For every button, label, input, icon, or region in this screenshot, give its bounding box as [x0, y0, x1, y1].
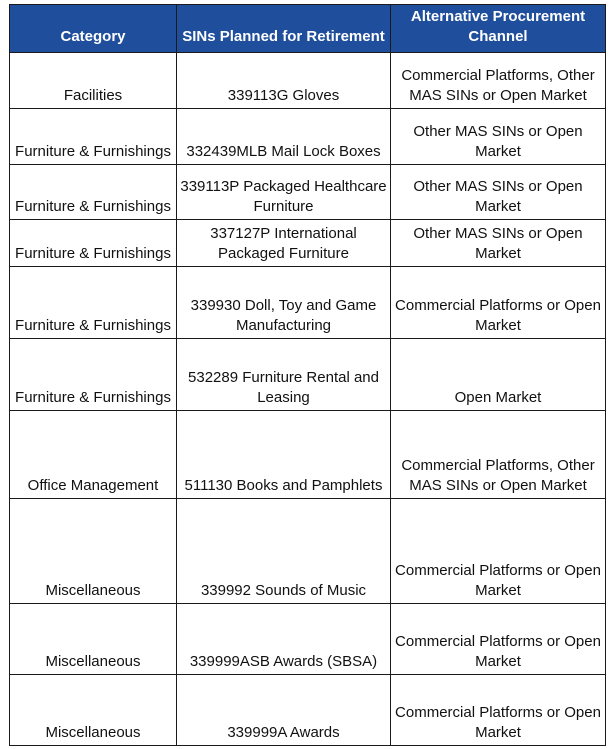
channel-cell: Commercial Platforms or Open Market	[391, 267, 606, 339]
sin-cell: 339999ASB Awards (SBSA)	[177, 604, 391, 675]
sin-cell: 332439MLB Mail Lock Boxes	[177, 109, 391, 165]
category-cell: Furniture & Furnishings	[10, 165, 177, 220]
category-cell: Furniture & Furnishings	[10, 109, 177, 165]
channel-cell: Commercial Platforms or Open Market	[391, 604, 606, 675]
table-row	[10, 675, 606, 746]
category-cell: Office Management	[10, 411, 177, 499]
header-channel: Alternative Procurement Channel	[391, 5, 606, 53]
table-row	[10, 604, 606, 675]
sin-cell: 339113G Gloves	[177, 53, 391, 109]
channel-cell: Commercial Platforms, Other MAS SINs or Open Market	[391, 53, 606, 109]
channel-cell: Commercial Platforms, Other MAS SINs or Open Market	[391, 411, 606, 499]
table-row	[10, 165, 606, 220]
channel-cell: Other MAS SINs or Open Market	[391, 109, 606, 165]
category-cell: Miscellaneous	[10, 604, 177, 675]
sin-cell: 339930 Doll, Toy and Game Manufacturing	[177, 267, 391, 339]
category-cell: Furniture & Furnishings	[10, 220, 177, 267]
sin-cell: 339992 Sounds of Music	[177, 499, 391, 604]
table-row	[10, 411, 606, 499]
channel-cell: Other MAS SINs or Open Market	[391, 165, 606, 220]
sin-cell: 339113P Packaged Healthcare Furniture	[177, 165, 391, 220]
category-cell: Miscellaneous	[10, 499, 177, 604]
category-cell: Miscellaneous	[10, 675, 177, 746]
category-cell: Furniture & Furnishings	[10, 267, 177, 339]
channel-cell: Other MAS SINs or Open Market	[391, 220, 606, 267]
header-sins: SINs Planned for Retirement	[177, 5, 391, 53]
channel-cell: Commercial Platforms or Open Market	[391, 499, 606, 604]
sin-retirement-table	[9, 4, 606, 746]
sin-cell: 511130 Books and Pamphlets	[177, 411, 391, 499]
sin-cell: 532289 Furniture Rental and Leasing	[177, 339, 391, 411]
table-row	[10, 499, 606, 604]
header-category: Category	[10, 5, 177, 53]
sin-cell: 337127P International Packaged Furniture	[177, 220, 391, 267]
table-row	[10, 109, 606, 165]
category-cell: Furniture & Furnishings	[10, 339, 177, 411]
channel-cell: Commercial Platforms or Open Market	[391, 675, 606, 746]
sin-cell: 339999A Awards	[177, 675, 391, 746]
table-row	[10, 339, 606, 411]
table-row	[10, 220, 606, 267]
table-header-row	[10, 5, 606, 53]
channel-cell: Open Market	[391, 339, 606, 411]
category-cell: Facilities	[10, 53, 177, 109]
table-row	[10, 267, 606, 339]
table-row	[10, 53, 606, 109]
